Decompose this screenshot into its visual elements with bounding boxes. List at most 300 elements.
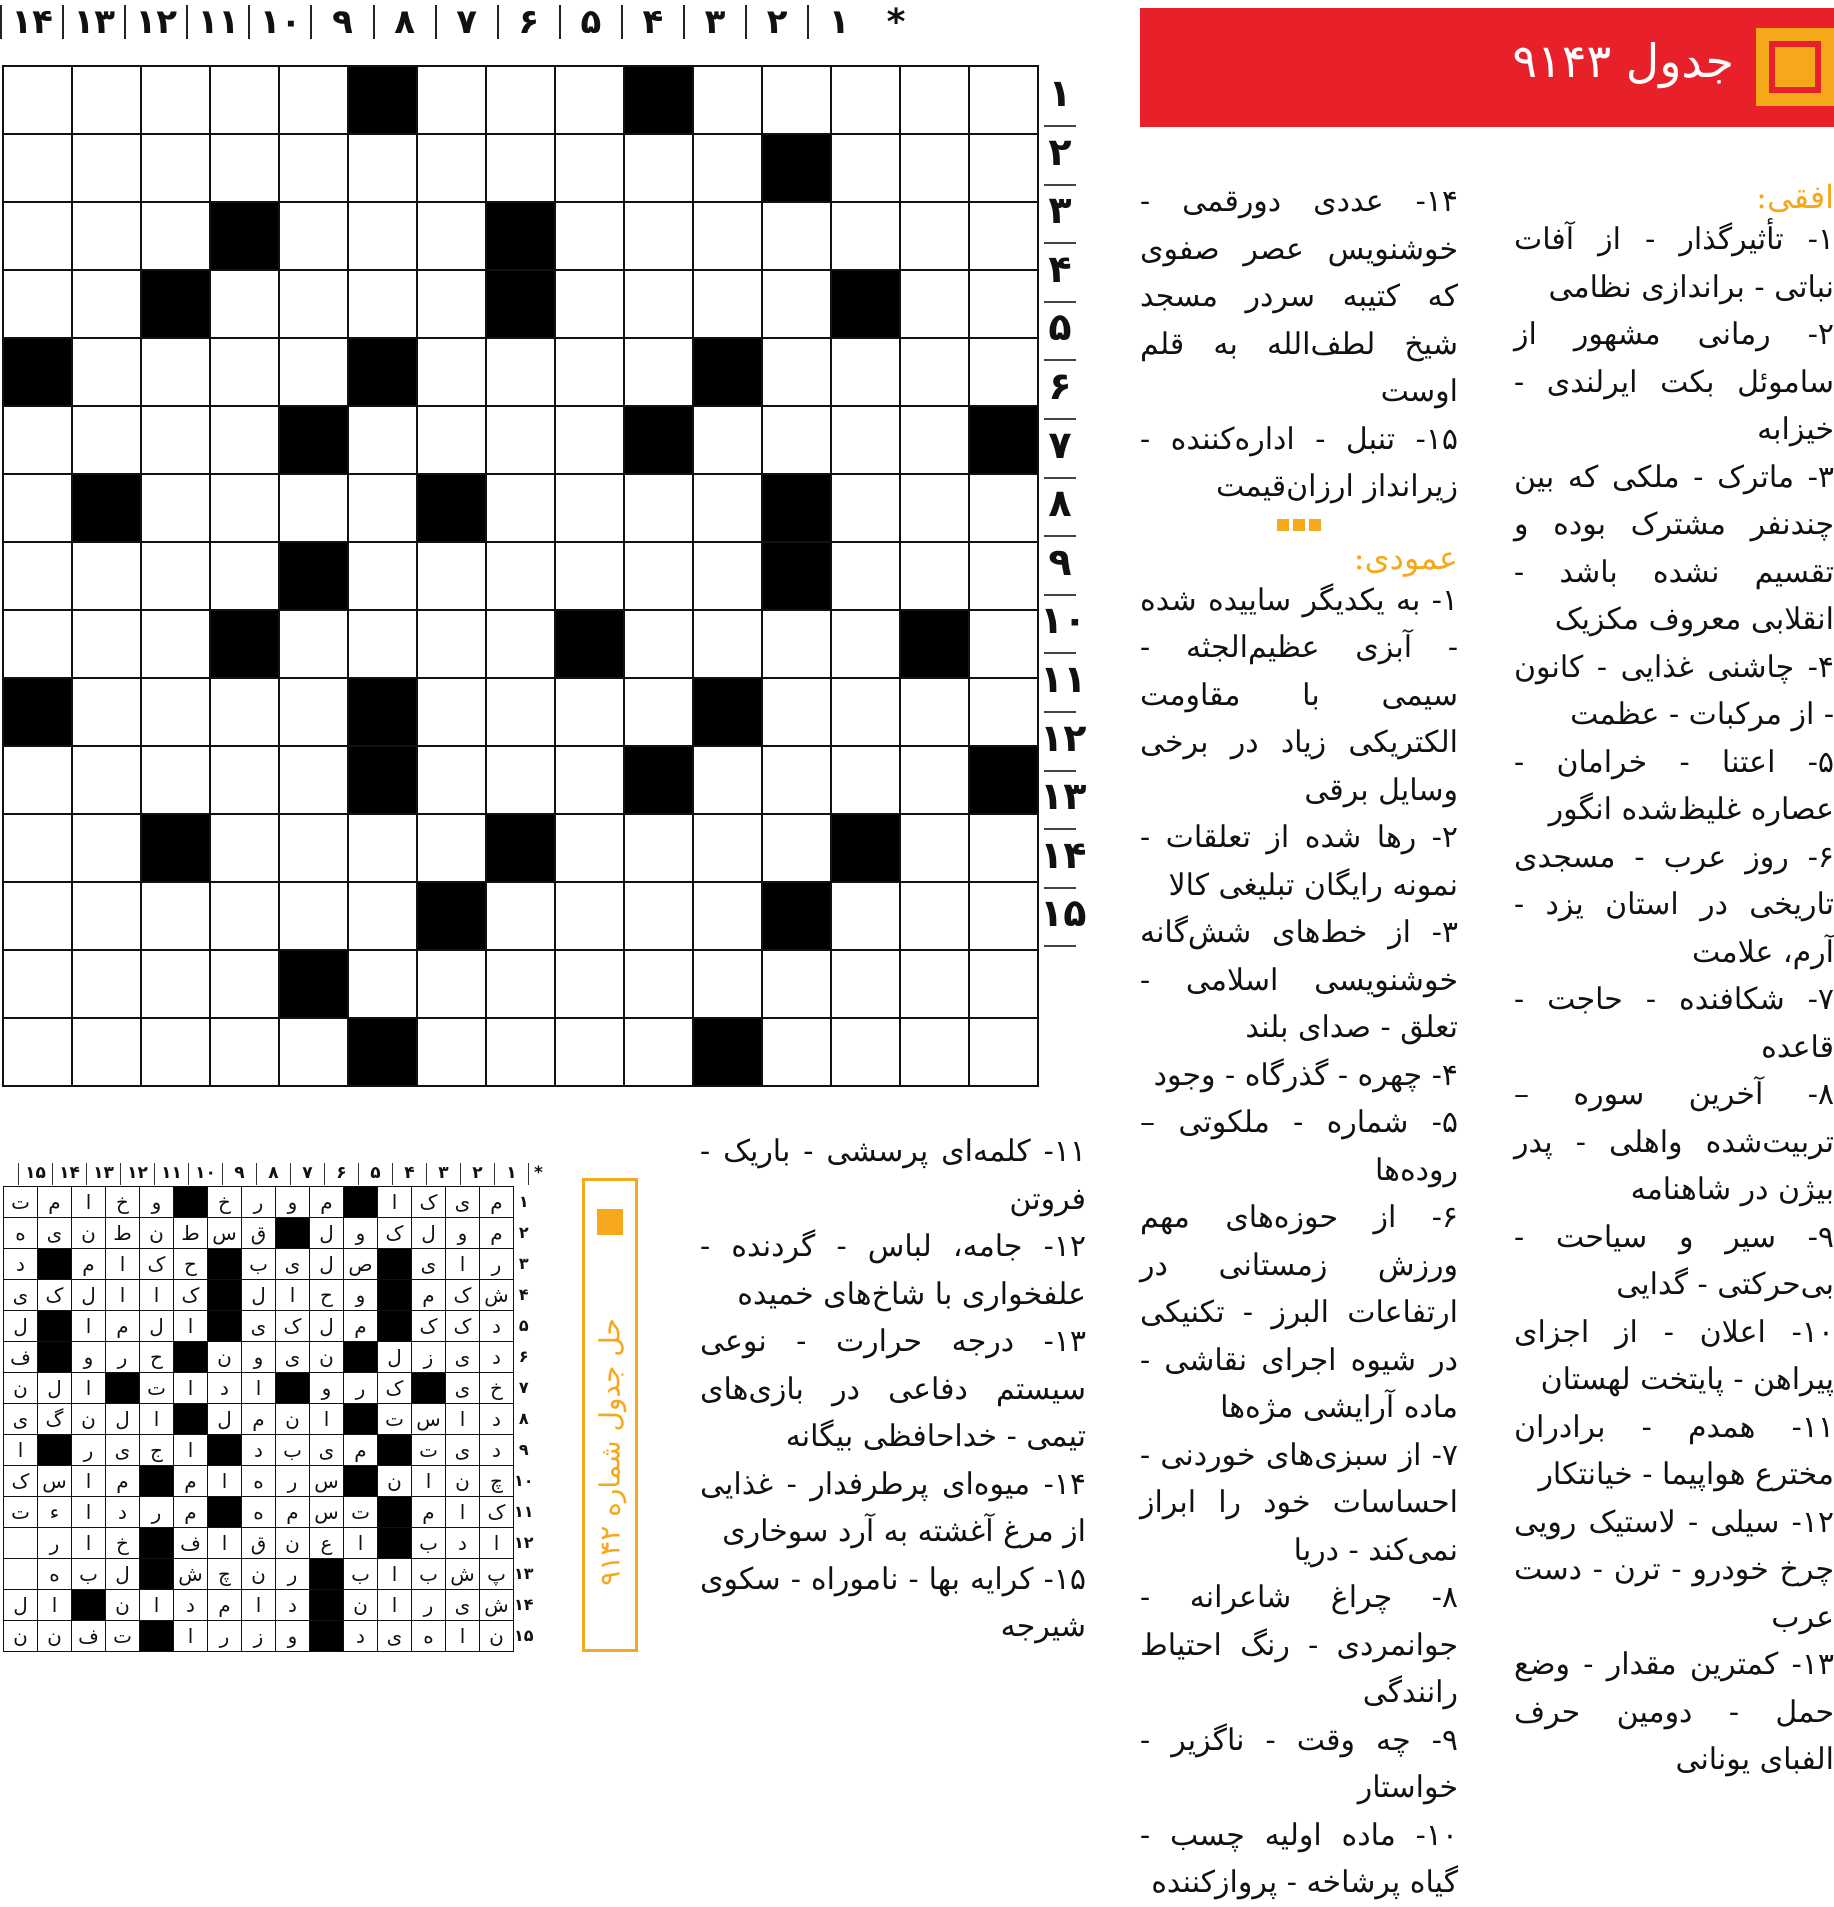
grid-cell[interactable] — [555, 406, 624, 474]
grid-cell[interactable] — [969, 338, 1038, 406]
solution-cell: چ — [480, 1466, 514, 1497]
grid-cell[interactable] — [348, 474, 417, 542]
grid-cell[interactable] — [900, 270, 969, 338]
grid-cell[interactable] — [72, 950, 141, 1018]
solution-col-number: ۱۱ — [154, 1163, 188, 1185]
grid-cell[interactable] — [279, 202, 348, 270]
grid-cell[interactable] — [831, 338, 900, 406]
clue: ۱۰- ماده اولیه چسب - گیاه پرشاخه - پروازکننده — [1140, 1817, 1458, 1900]
grid-cell[interactable] — [900, 542, 969, 610]
solution-cell: ر — [412, 1590, 446, 1621]
grid-cell[interactable] — [693, 66, 762, 134]
grid-cell[interactable] — [762, 746, 831, 814]
grid-cell[interactable] — [486, 746, 555, 814]
grid-cell[interactable] — [3, 1018, 72, 1086]
grid-cell[interactable] — [72, 610, 141, 678]
grid-cell[interactable] — [417, 406, 486, 474]
solution-cell: ر — [242, 1187, 276, 1218]
grid-cell[interactable] — [969, 202, 1038, 270]
solution-cell: ن — [378, 1466, 412, 1497]
solution-cell: ا — [72, 1528, 106, 1559]
solution-cell: د — [242, 1435, 276, 1466]
clue: ۱- به یکدیگر ساییده شده - آبزی عظیم‌الجثه - سیمی با مقاومت الکتریکی زیاد در برخی وسایل برقی — [1140, 582, 1458, 808]
grid-cell[interactable] — [900, 1018, 969, 1086]
grid-cell[interactable] — [969, 678, 1038, 746]
grid-cell[interactable] — [831, 474, 900, 542]
solution-col-number: ۱۳ — [86, 1163, 120, 1185]
grid-cell[interactable] — [486, 678, 555, 746]
grid-cell[interactable] — [486, 474, 555, 542]
grid-cell[interactable] — [210, 678, 279, 746]
grid-cell[interactable] — [624, 474, 693, 542]
grid-cell[interactable] — [693, 882, 762, 950]
grid-cell[interactable] — [486, 950, 555, 1018]
grid-cell[interactable] — [831, 950, 900, 1018]
grid-cell[interactable] — [624, 202, 693, 270]
solution-cell: ی — [378, 1621, 412, 1652]
solution-row-number: ۴ — [518, 1285, 529, 1304]
solution-cell — [310, 1559, 344, 1590]
clue: ۴- چهره - گذرگاه - وجود — [1153, 1057, 1458, 1093]
grid-cell[interactable] — [555, 66, 624, 134]
grid-cell[interactable] — [762, 610, 831, 678]
solution-cell — [208, 1280, 242, 1311]
grid-cell[interactable] — [3, 270, 72, 338]
solution-cell: خ — [480, 1373, 514, 1404]
grid-cell — [762, 882, 831, 950]
grid-cell[interactable] — [210, 134, 279, 202]
solution-cell: د — [480, 1435, 514, 1466]
solution-cell — [208, 1311, 242, 1342]
solution-col-number: ۸ — [256, 1163, 290, 1185]
column-number: ۷ — [435, 5, 497, 39]
grid-cell[interactable] — [3, 882, 72, 950]
grid-cell[interactable] — [141, 950, 210, 1018]
grid-cell[interactable] — [969, 1018, 1038, 1086]
grid-cell[interactable] — [624, 542, 693, 610]
grid-cell[interactable] — [210, 338, 279, 406]
clue: ۱۲- سیلی - لاستیک رویی چرخ خودرو - ترن - دست عرب — [1514, 1504, 1834, 1635]
grid-cell[interactable] — [3, 66, 72, 134]
grid-cell[interactable] — [831, 542, 900, 610]
grid-cell[interactable] — [969, 66, 1038, 134]
solution-cell: م — [480, 1187, 514, 1218]
grid-cell[interactable] — [210, 474, 279, 542]
grid-cell[interactable] — [417, 66, 486, 134]
grid-cell — [486, 270, 555, 338]
column-number: ۱۱ — [186, 5, 248, 39]
grid-cell[interactable] — [72, 134, 141, 202]
solution-cell — [378, 1435, 412, 1466]
grid-cell[interactable] — [624, 610, 693, 678]
solution-cell: د — [344, 1621, 378, 1652]
grid-cell[interactable] — [210, 66, 279, 134]
grid-cell[interactable] — [555, 202, 624, 270]
grid-cell[interactable] — [72, 338, 141, 406]
solution-cell — [412, 1373, 446, 1404]
grid-cell[interactable] — [417, 542, 486, 610]
grid-cell[interactable] — [693, 542, 762, 610]
grid-cell[interactable] — [72, 882, 141, 950]
clue: ۱- تأثیرگذار - از آفات نباتی - براندازی نظامی — [1514, 222, 1834, 305]
column-number: ۴ — [621, 5, 683, 39]
solution-row-number: ۲ — [518, 1223, 529, 1242]
grid-cell[interactable] — [486, 542, 555, 610]
clue: ۵- اعتنا - خرامان - عصاره غلیظ‌شده انگور — [1514, 744, 1834, 827]
column-number: ۱۳ — [62, 5, 124, 39]
grid-cell[interactable] — [555, 678, 624, 746]
grid-cell[interactable] — [624, 814, 693, 882]
clue: ۲- رها شده از تعلقات - نمونه رایگان تبلیغی کالا — [1140, 820, 1458, 903]
solution-cell: ل — [310, 1218, 344, 1249]
grid-cell[interactable] — [417, 678, 486, 746]
grid-cell[interactable] — [969, 950, 1038, 1018]
solution-cell: ه — [412, 1621, 446, 1652]
grid-cell[interactable] — [72, 678, 141, 746]
grid-cell[interactable] — [72, 542, 141, 610]
solution-cell: ا — [480, 1528, 514, 1559]
grid-cell[interactable] — [969, 270, 1038, 338]
grid-cell[interactable] — [831, 134, 900, 202]
grid-cell[interactable] — [900, 882, 969, 950]
grid-cell[interactable] — [141, 66, 210, 134]
solution-cell: ی — [446, 1590, 480, 1621]
grid-cell[interactable] — [417, 134, 486, 202]
grid-cell[interactable] — [72, 406, 141, 474]
solution-cell: ن — [72, 1404, 106, 1435]
grid-cell[interactable] — [831, 1018, 900, 1086]
grid-cell[interactable] — [3, 542, 72, 610]
grid-cell[interactable] — [72, 746, 141, 814]
grid-cell[interactable] — [348, 202, 417, 270]
grid-cell[interactable] — [279, 610, 348, 678]
grid-cell[interactable] — [555, 542, 624, 610]
grid-cell[interactable] — [762, 202, 831, 270]
grid-cell[interactable] — [3, 474, 72, 542]
grid-cell[interactable] — [3, 814, 72, 882]
grid-cell[interactable] — [831, 66, 900, 134]
grid-cell[interactable] — [555, 950, 624, 1018]
column-number: ۵ — [559, 5, 621, 39]
clue: ۱۳- درجه حرارت - نوعی سیستم دفاعی در بازی‌های تیمی - خداحافظی بیگانه — [700, 1324, 1086, 1454]
grid-cell[interactable] — [417, 270, 486, 338]
solution-cell: و — [242, 1342, 276, 1373]
separator — [1140, 519, 1458, 531]
puzzle-title: جدول ۹۱۴۳ — [1512, 34, 1734, 88]
row-number: ۴ — [1040, 249, 1080, 289]
grid-cell[interactable] — [210, 406, 279, 474]
solution-cell: ی — [106, 1435, 140, 1466]
grid-cell[interactable] — [486, 66, 555, 134]
grid-cell[interactable] — [693, 270, 762, 338]
solution-cell — [208, 1497, 242, 1528]
grid-cell[interactable] — [348, 950, 417, 1018]
grid-cell[interactable] — [555, 882, 624, 950]
grid-cell[interactable] — [555, 338, 624, 406]
grid-cell[interactable] — [900, 66, 969, 134]
grid-cell[interactable] — [3, 202, 72, 270]
grid-cell[interactable] — [417, 950, 486, 1018]
grid-cell[interactable] — [762, 950, 831, 1018]
grid-cell[interactable] — [72, 270, 141, 338]
grid-cell[interactable] — [624, 1018, 693, 1086]
grid-cell[interactable] — [900, 746, 969, 814]
grid-cell[interactable] — [348, 406, 417, 474]
grid-cell[interactable] — [555, 1018, 624, 1086]
solution-cell: ک — [446, 1280, 480, 1311]
grid-cell[interactable] — [624, 882, 693, 950]
grid-cell[interactable] — [762, 678, 831, 746]
grid-cell[interactable] — [279, 746, 348, 814]
grid-cell[interactable] — [624, 338, 693, 406]
solution-cell: ا — [72, 1311, 106, 1342]
grid-cell[interactable] — [900, 202, 969, 270]
solution-cell — [140, 1559, 174, 1590]
solution-column-numbers — [0, 1163, 548, 1185]
solution-cell: د — [174, 1590, 208, 1621]
grid-cell[interactable] — [348, 882, 417, 950]
grid-cell[interactable] — [486, 338, 555, 406]
grid-cell[interactable] — [831, 202, 900, 270]
grid-cell[interactable] — [969, 542, 1038, 610]
solution-cell: ک — [378, 1373, 412, 1404]
grid-cell[interactable] — [762, 66, 831, 134]
grid-cell[interactable] — [348, 814, 417, 882]
clue: ۹- سیر و سیاحت - بی‌حرکتی - گدایی — [1514, 1219, 1834, 1302]
grid-cell[interactable] — [900, 678, 969, 746]
grid-cell[interactable] — [417, 746, 486, 814]
solution-cell: ح — [140, 1342, 174, 1373]
grid-cell[interactable] — [3, 950, 72, 1018]
solution-cell: ا — [72, 1373, 106, 1404]
grid-cell[interactable] — [900, 134, 969, 202]
solution-cell: ه — [242, 1466, 276, 1497]
grid-cell[interactable] — [693, 950, 762, 1018]
grid-cell[interactable] — [141, 882, 210, 950]
solution-cell: ا — [276, 1280, 310, 1311]
grid-cell[interactable] — [141, 474, 210, 542]
grid-cell[interactable] — [624, 134, 693, 202]
grid-cell[interactable] — [3, 406, 72, 474]
grid-cell[interactable] — [141, 746, 210, 814]
grid-cell[interactable] — [72, 202, 141, 270]
column-number: ۹ — [310, 5, 372, 39]
solution-cell: و — [276, 1187, 310, 1218]
grid-cell[interactable] — [141, 338, 210, 406]
grid-cell — [279, 950, 348, 1018]
grid-cell[interactable] — [969, 474, 1038, 542]
grid-cell[interactable] — [210, 882, 279, 950]
grid-cell[interactable] — [900, 814, 969, 882]
solution-cell: ا — [140, 1404, 174, 1435]
solution-cell — [276, 1373, 310, 1404]
grid-cell[interactable] — [555, 134, 624, 202]
grid-cell[interactable] — [762, 406, 831, 474]
grid-cell[interactable] — [831, 678, 900, 746]
solution-cell: ا — [72, 1187, 106, 1218]
solution-cell — [72, 1590, 106, 1621]
solution-cell: ش — [446, 1559, 480, 1590]
grid-cell[interactable] — [762, 1018, 831, 1086]
grid-cell[interactable] — [555, 746, 624, 814]
solution-cell — [38, 1342, 72, 1373]
solution-cell: ت — [4, 1497, 38, 1528]
grid-cell[interactable] — [900, 950, 969, 1018]
solution-cell: ا — [310, 1404, 344, 1435]
grid-cell[interactable] — [141, 678, 210, 746]
grid-cell[interactable] — [900, 406, 969, 474]
grid-cell[interactable] — [279, 270, 348, 338]
grid-cell[interactable] — [486, 1018, 555, 1086]
grid-cell[interactable] — [486, 882, 555, 950]
grid-cell[interactable] — [3, 134, 72, 202]
grid-cell[interactable] — [210, 814, 279, 882]
grid-cell[interactable] — [693, 474, 762, 542]
grid-cell[interactable] — [417, 1018, 486, 1086]
clue: ۱۱- همدم - برادران مخترع هواپیما - خیانتکار — [1514, 1409, 1834, 1492]
grid-cell[interactable] — [555, 474, 624, 542]
solution-cell: ا — [446, 1621, 480, 1652]
grid-cell — [624, 746, 693, 814]
grid-cell — [969, 746, 1038, 814]
grid-cell[interactable] — [900, 474, 969, 542]
column-number: ۶ — [497, 5, 559, 39]
grid-cell[interactable] — [210, 542, 279, 610]
grid-cell[interactable] — [348, 270, 417, 338]
solution-cell — [276, 1218, 310, 1249]
solution-cell — [140, 1466, 174, 1497]
grid-cell[interactable] — [210, 746, 279, 814]
solution-cell: ا — [446, 1249, 480, 1280]
solution-cell: ا — [378, 1559, 412, 1590]
grid-cell[interactable] — [210, 1018, 279, 1086]
solution-cell: ل — [106, 1404, 140, 1435]
grid-cell[interactable] — [555, 270, 624, 338]
grid-cell[interactable] — [279, 882, 348, 950]
grid-cell[interactable] — [279, 814, 348, 882]
solution-cell: ل — [208, 1404, 242, 1435]
grid-cell[interactable] — [693, 746, 762, 814]
grid-cell[interactable] — [969, 882, 1038, 950]
grid-cell[interactable] — [831, 746, 900, 814]
grid-cell[interactable] — [279, 134, 348, 202]
grid-cell[interactable] — [279, 1018, 348, 1086]
grid-cell[interactable] — [693, 814, 762, 882]
grid-cell[interactable] — [693, 134, 762, 202]
grid-cell[interactable] — [348, 610, 417, 678]
grid-cell[interactable] — [831, 610, 900, 678]
grid-cell[interactable] — [486, 134, 555, 202]
grid-cell[interactable] — [969, 134, 1038, 202]
grid-cell[interactable] — [210, 950, 279, 1018]
grid-cell[interactable] — [141, 610, 210, 678]
solution-cell: و — [344, 1280, 378, 1311]
grid-cell[interactable] — [3, 610, 72, 678]
grid-cell[interactable] — [210, 270, 279, 338]
grid-cell[interactable] — [693, 406, 762, 474]
grid-cell[interactable] — [279, 66, 348, 134]
grid-cell[interactable] — [141, 542, 210, 610]
grid-cell[interactable] — [72, 1018, 141, 1086]
clue: ۸- چراغ شاعرانه - جوانمردی - رنگ احتیاط رانندگی — [1140, 1580, 1458, 1710]
column-number: ۲ — [745, 5, 807, 39]
solution-icon — [597, 1209, 623, 1235]
solution-cell: ی — [4, 1280, 38, 1311]
grid-cell — [141, 814, 210, 882]
grid-cell[interactable] — [279, 338, 348, 406]
grid-cell[interactable] — [279, 474, 348, 542]
solution-cell: ر — [72, 1435, 106, 1466]
solution-cell: و — [310, 1373, 344, 1404]
solution-cell: ق — [242, 1528, 276, 1559]
solution-cell: ل — [140, 1311, 174, 1342]
solution-cell: ن — [72, 1218, 106, 1249]
grid-cell[interactable] — [279, 678, 348, 746]
column-numbers — [0, 0, 935, 44]
star-symbol: * — [886, 1, 906, 43]
solution-cell: س — [208, 1218, 242, 1249]
grid-cell[interactable] — [72, 66, 141, 134]
clue: ۵- شماره - ملکوتی – روده‌ها — [1140, 1105, 1458, 1188]
grid-cell[interactable] — [900, 338, 969, 406]
grid-cell[interactable] — [141, 406, 210, 474]
column-number: ۱ — [807, 5, 869, 39]
grid-cell[interactable] — [348, 134, 417, 202]
solution-cell — [310, 1621, 344, 1652]
solution-cell: ش — [174, 1559, 208, 1590]
grid-cell[interactable] — [624, 950, 693, 1018]
grid-cell[interactable] — [141, 134, 210, 202]
grid-cell[interactable] — [693, 202, 762, 270]
grid-cell[interactable] — [3, 746, 72, 814]
solution-col-number: ۳ — [426, 1163, 460, 1185]
grid-cell[interactable] — [969, 610, 1038, 678]
grid-cell[interactable] — [417, 202, 486, 270]
grid-cell[interactable] — [555, 814, 624, 882]
grid-cell[interactable] — [417, 814, 486, 882]
across-heading: افقی: — [1756, 178, 1834, 216]
solution-cell: ى — [446, 1187, 480, 1218]
grid-cell[interactable] — [762, 270, 831, 338]
grid-cell[interactable] — [831, 882, 900, 950]
grid-cell[interactable] — [141, 1018, 210, 1086]
solution-cell — [378, 1249, 412, 1280]
solution-cell: ی — [38, 1218, 72, 1249]
grid-cell[interactable] — [486, 610, 555, 678]
grid-cell[interactable] — [624, 270, 693, 338]
grid-cell — [210, 202, 279, 270]
solution-cell: ک — [378, 1218, 412, 1249]
grid-cell[interactable] — [141, 202, 210, 270]
grid-cell[interactable] — [348, 542, 417, 610]
grid-cell[interactable] — [693, 610, 762, 678]
grid-cell[interactable] — [72, 814, 141, 882]
solution-cell: ت — [344, 1497, 378, 1528]
grid-cell[interactable] — [486, 406, 555, 474]
solution-cell: ه — [4, 1218, 38, 1249]
grid-cell[interactable] — [969, 814, 1038, 882]
solution-cell: ل — [4, 1311, 38, 1342]
clue: ۳- ماترک - ملکی که بین چندنفر مشترک بوده و تقسیم نشده باشد - انقلابی معروف مکزیک — [1514, 459, 1834, 637]
grid-cell[interactable] — [762, 814, 831, 882]
grid-cell[interactable] — [831, 406, 900, 474]
grid-cell[interactable] — [417, 610, 486, 678]
grid-cell[interactable] — [417, 338, 486, 406]
grid-cell — [348, 66, 417, 134]
grid-cell[interactable] — [762, 338, 831, 406]
grid-cell[interactable] — [624, 678, 693, 746]
solution-cell: م — [72, 1249, 106, 1280]
